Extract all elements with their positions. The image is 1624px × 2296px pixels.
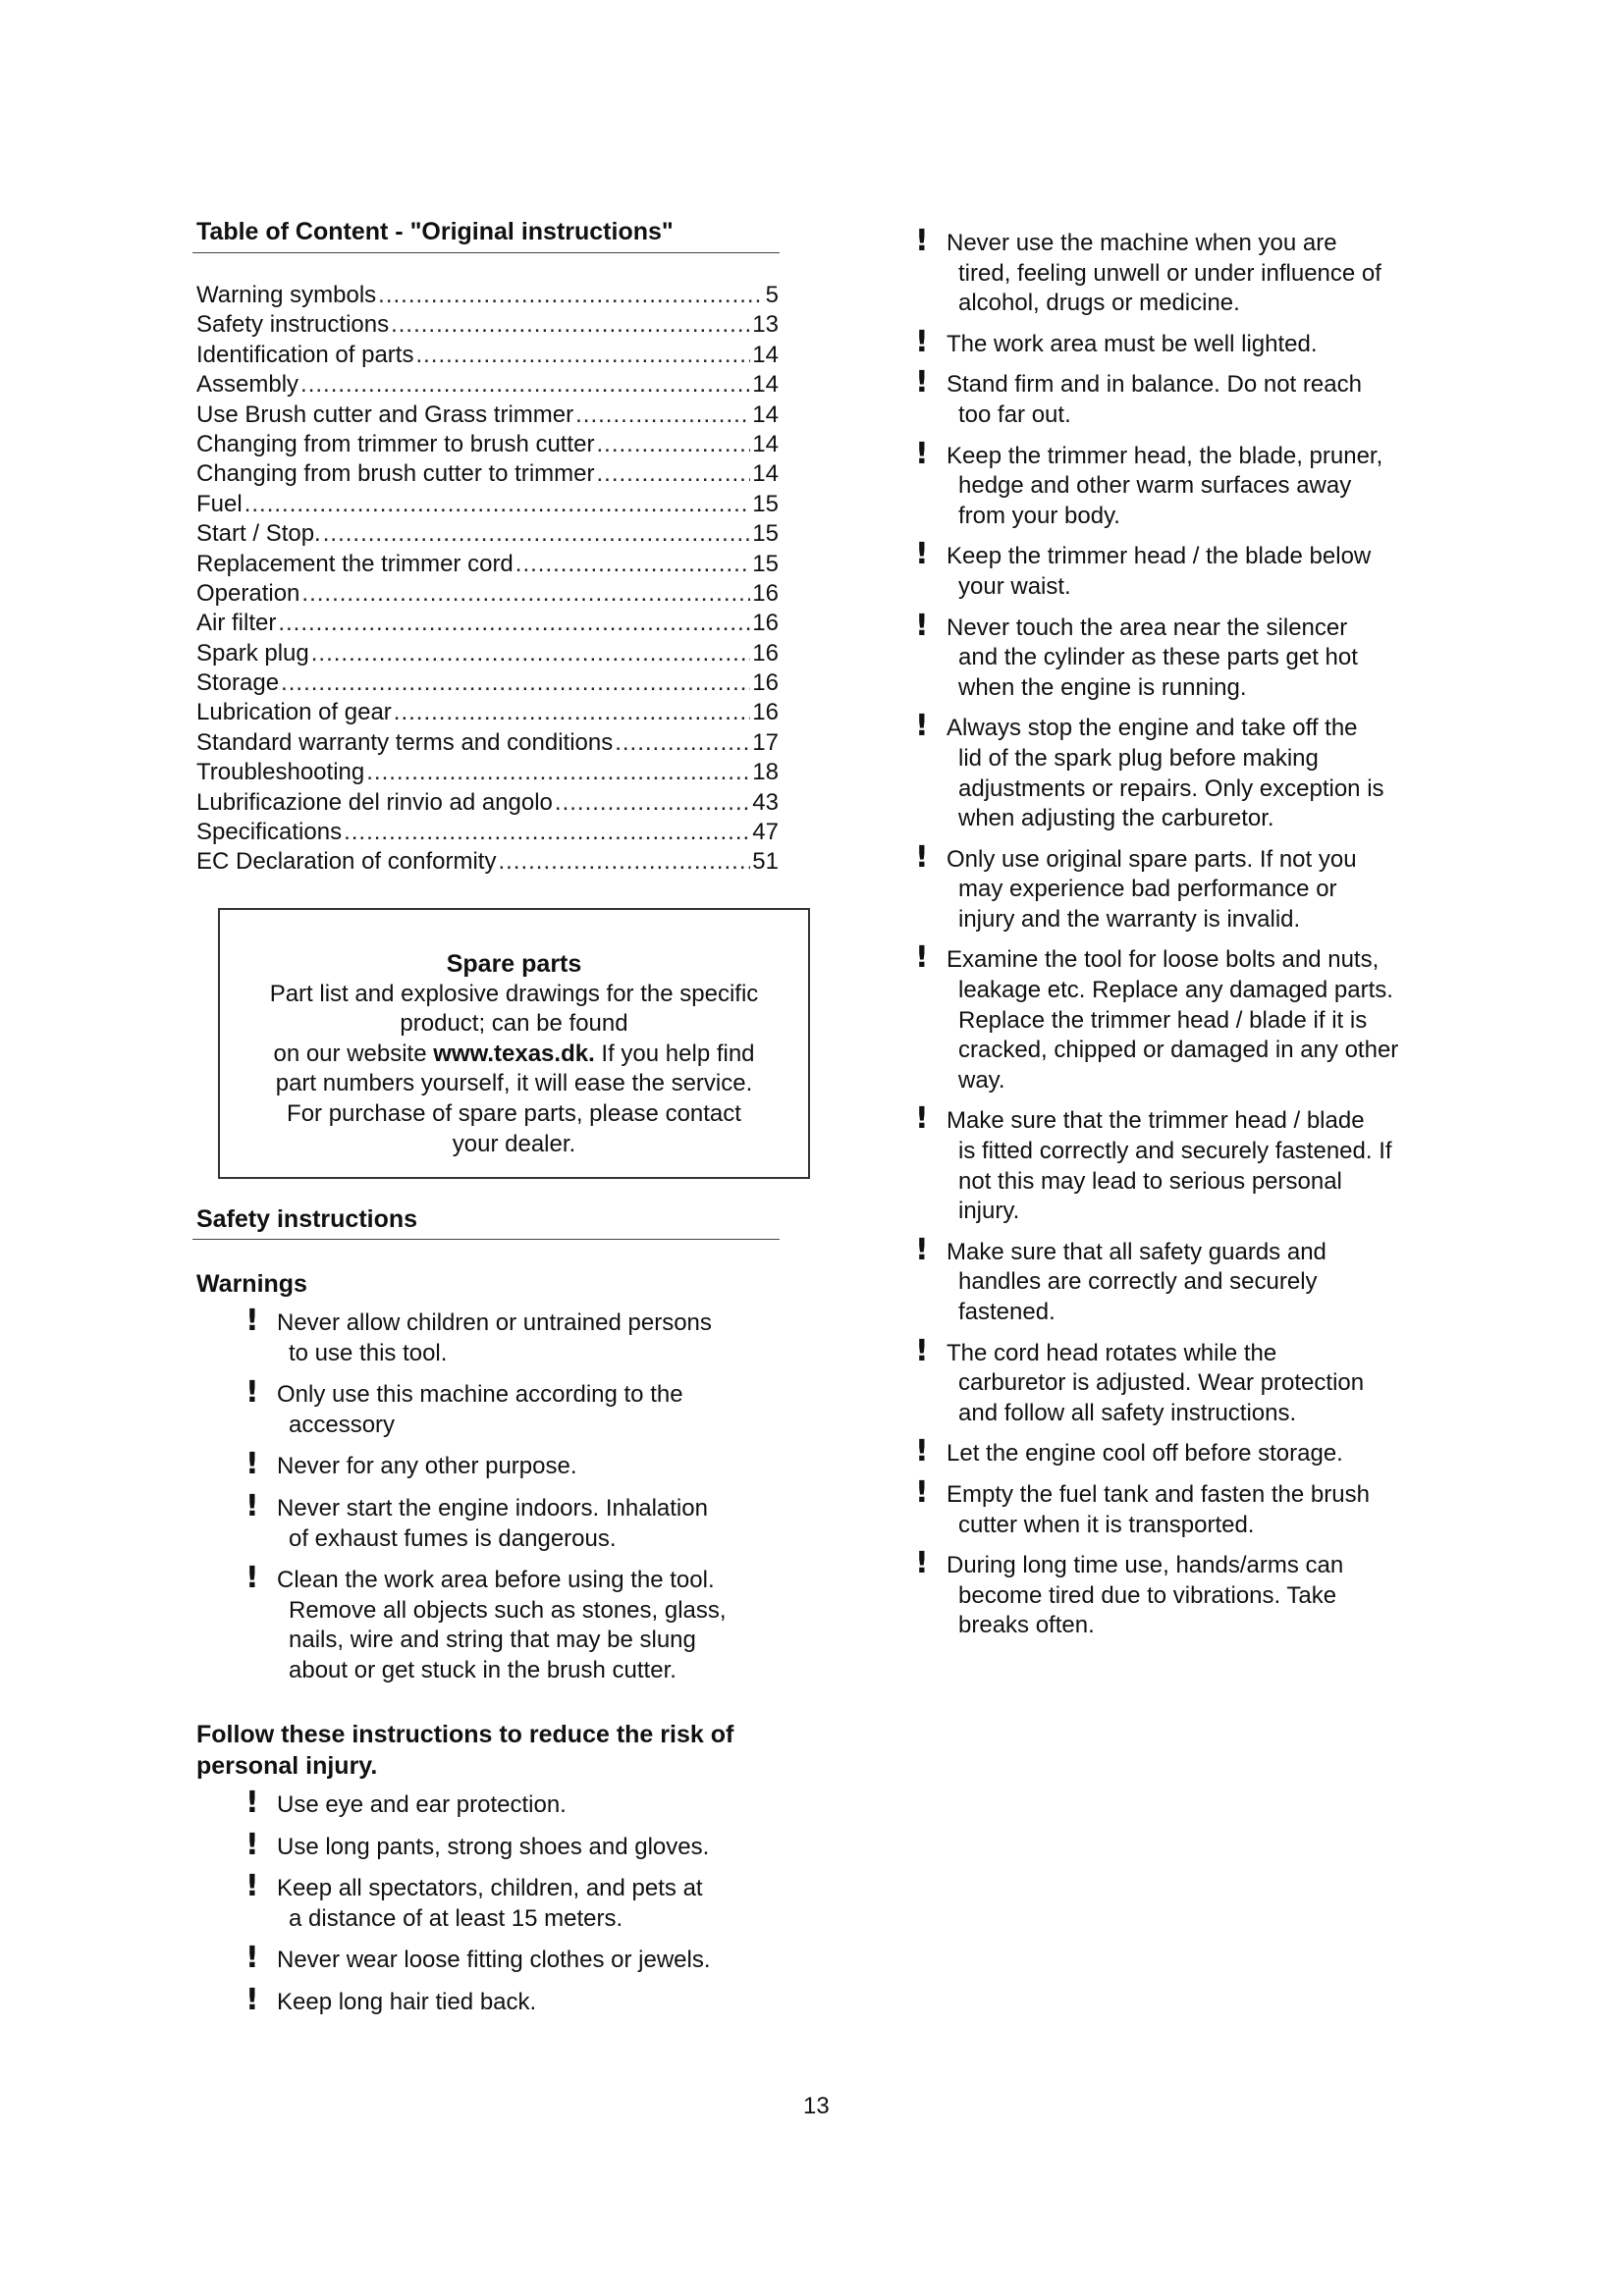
toc-leader-dots (391, 310, 750, 340)
warning-text-line: Let the engine cool off before storage. (947, 1440, 1343, 1468)
exclamation-icon: ! (245, 1941, 259, 1976)
spare-parts-text: on our website (273, 1040, 434, 1067)
warning-text (915, 442, 1445, 532)
warning-text-line: cutter when it is transported. (958, 1511, 1255, 1538)
warning-text-line: tired, feeling unwell or under influence of (958, 259, 1381, 287)
toc-entry (196, 758, 779, 787)
warning-text-line: and follow all safety instructions. (958, 1399, 1297, 1426)
toc-leader-dots (278, 609, 750, 638)
exclamation-icon: ! (915, 709, 929, 744)
warning-text-line: your waist. (958, 572, 1071, 600)
warning-text (915, 370, 1445, 430)
warning-text-line: Only use this machine according to the (277, 1381, 683, 1409)
warning-text-line: become tired due to vibrations. Take (958, 1581, 1337, 1609)
warning-text-line: Clean the work area before using the tool. (277, 1567, 715, 1594)
toc-entry-label: Troubleshooting (196, 759, 365, 786)
warning-text-line: and the cylinder as these parts get hot (958, 644, 1358, 671)
warning-text (915, 1106, 1445, 1226)
toc-entry-label: Storage (196, 669, 280, 697)
warning-text-line: injury. (958, 1198, 1020, 1225)
toc-leader-dots (555, 788, 750, 818)
warning-item (915, 940, 1445, 1095)
warning-item (915, 608, 1445, 704)
toc-entry-page: 14 (752, 430, 779, 457)
toc-entry-label: Air filter (196, 610, 277, 637)
warning-text-line: leakage etc. Replace any damaged parts. (958, 977, 1393, 1004)
toc-entry (196, 788, 779, 818)
toc-entry (196, 639, 779, 668)
warning-item (245, 1447, 795, 1482)
spare-parts-box (218, 908, 810, 1179)
exclamation-icon: ! (245, 1488, 259, 1523)
spare-parts-line: Part list and explosive drawings for the specific (269, 980, 759, 1007)
toc-leader-dots (615, 728, 750, 758)
warning-text (915, 614, 1445, 704)
toc-entry-page: 14 (752, 460, 779, 488)
toc-entry-label: Warning symbols (196, 282, 377, 308)
toc-entry-page: 43 (752, 788, 779, 816)
warning-text (245, 1452, 795, 1482)
warning-text-line: Only use original spare parts. If not you (947, 845, 1357, 873)
spare-parts-heading: Spare parts (446, 950, 582, 978)
warning-text (915, 1439, 1445, 1469)
warning-text-line: Examine the tool for loose bolts and nuts, (947, 946, 1380, 974)
warning-text-line: Make sure that the trimmer head / blade (947, 1107, 1365, 1135)
warning-text-line: Replace the trimmer head / blade if it is (958, 1006, 1368, 1034)
toc-entry (196, 490, 779, 519)
warning-text (245, 1566, 795, 1685)
toc-entry-page: 5 (765, 282, 779, 308)
toc-entry-label: Assembly (196, 371, 299, 399)
toc-entry-page: 14 (752, 400, 779, 428)
warning-text (915, 1551, 1445, 1641)
page-number: 13 (803, 2093, 830, 2119)
toc-entry-page: 14 (752, 371, 779, 399)
toc-entry (196, 310, 779, 340)
toc-entry (196, 579, 779, 609)
toc-entry-label: Changing from trimmer to brush cutter (196, 430, 595, 457)
right-warnings-list (915, 224, 1445, 1652)
warning-item (915, 1333, 1445, 1429)
toc-entry-page: 18 (752, 759, 779, 786)
toc-entry-page: 15 (752, 490, 779, 517)
warning-text-line: cracked, chipped or damaged in any other (958, 1037, 1399, 1064)
warning-text-line: hedge and other warm surfaces away (958, 472, 1352, 500)
warning-text-line: too far out. (958, 400, 1071, 428)
warning-item (245, 1561, 795, 1685)
toc-entry (196, 281, 779, 310)
spare-parts-line: your dealer. (452, 1130, 576, 1157)
warning-text-line: carburetor is adjusted. Wear protection (958, 1369, 1365, 1397)
exclamation-icon: ! (245, 1375, 259, 1411)
warning-text-line: breaks often. (958, 1612, 1095, 1639)
exclamation-icon: ! (915, 436, 929, 471)
warning-text (245, 1308, 795, 1368)
warning-text-line: Use eye and ear protection. (277, 1791, 567, 1818)
toc-entry-label: Spark plug (196, 639, 309, 667)
exclamation-icon: ! (245, 1827, 259, 1862)
toc-entry-label: Start / Stop. (196, 520, 321, 548)
toc-entry-label: Replacement the trimmer cord (196, 550, 514, 577)
exclamation-icon: ! (915, 1434, 929, 1469)
spare-parts-line: For purchase of spare parts, please contact (287, 1099, 741, 1127)
exclamation-icon: ! (915, 1474, 929, 1510)
warning-text (915, 1480, 1445, 1540)
warning-item (915, 1474, 1445, 1540)
toc-leader-dots (378, 281, 763, 310)
warning-text (915, 542, 1445, 602)
toc-entry-label: Use Brush cutter and Grass trimmer (196, 400, 574, 428)
follow-list (245, 1786, 795, 2030)
warning-text-line: injury and the warranty is invalid. (958, 905, 1301, 933)
toc-entry-label: Standard warranty terms and conditions (196, 728, 614, 756)
exclamation-icon: ! (915, 839, 929, 875)
warning-text-line: Keep long hair tied back. (277, 1988, 537, 2015)
toc-leader-dots (394, 698, 751, 727)
exclamation-icon: ! (245, 1561, 259, 1596)
warning-text-line: The work area must be well lighted. (947, 330, 1318, 357)
warning-text-line: about or get stuck in the brush cutter. (289, 1656, 677, 1683)
toc-entry-label: EC Declaration of conformity (196, 848, 497, 876)
exclamation-icon: ! (915, 224, 929, 258)
toc-entry-page: 16 (752, 699, 779, 726)
toc-entry (196, 668, 779, 698)
toc-entry (196, 550, 779, 579)
warning-item (915, 709, 1445, 833)
warning-text-line: alcohol, drugs or medicine. (958, 290, 1240, 317)
warning-item (915, 436, 1445, 532)
toc-entry-label: Changing from brush cutter to trimmer (196, 460, 595, 488)
exclamation-icon: ! (245, 1869, 259, 1904)
warning-text (245, 1833, 795, 1863)
warning-text (915, 330, 1445, 360)
warning-item (915, 365, 1445, 430)
warning-item (915, 324, 1445, 360)
warning-text-line: Stand firm and in balance. Do not reach (947, 371, 1362, 399)
toc-leader-dots (300, 370, 750, 400)
toc-title: Table of Content - "Original instructions" (196, 218, 674, 245)
warning-text-line: Remove all objects such as stones, glass, (289, 1596, 727, 1624)
warning-text-line: when the engine is running. (958, 673, 1247, 701)
warning-text (245, 1946, 795, 1976)
warning-text-line: fastened. (958, 1299, 1056, 1325)
warning-item (245, 1982, 795, 2018)
exclamation-icon: ! (915, 537, 929, 572)
table-of-contents (196, 281, 779, 878)
exclamation-icon: ! (915, 324, 929, 359)
exclamation-icon: ! (915, 608, 929, 643)
toc-leader-dots (596, 430, 750, 459)
warning-text-line: may experience bad performance or (958, 876, 1337, 903)
warning-text-line: Keep the trimmer head / the blade below (947, 543, 1372, 570)
warning-text (915, 229, 1445, 319)
toc-entry (196, 698, 779, 727)
toc-entry (196, 609, 779, 638)
warning-text-line: Never for any other purpose. (277, 1453, 577, 1480)
exclamation-icon: ! (915, 940, 929, 976)
safety-instructions-title: Safety instructions (196, 1205, 418, 1233)
exclamation-icon: ! (915, 1101, 929, 1137)
warning-text-line: Empty the fuel tank and fasten the brush (947, 1480, 1370, 1508)
toc-entry (196, 341, 779, 370)
toc-leader-dots (344, 818, 750, 847)
warning-text (915, 714, 1445, 833)
warning-text-line: Never wear loose fitting clothes or jewels. (277, 1947, 711, 1974)
warning-text-line: a distance of at least 15 meters. (289, 1904, 623, 1932)
spare-parts-text: If you help find (594, 1040, 755, 1067)
toc-leader-dots (498, 847, 750, 877)
warning-text-line: to use this tool. (289, 1339, 448, 1366)
warnings-heading: Warnings (196, 1270, 307, 1298)
warning-text-line: Use long pants, strong shoes and gloves. (277, 1833, 710, 1860)
toc-entry-page: 17 (752, 728, 779, 756)
toc-entry-page: 16 (752, 639, 779, 667)
warning-text-line: when adjusting the carburetor. (958, 805, 1274, 832)
spare-parts-line (220, 1040, 808, 1070)
warning-item (245, 1941, 795, 1976)
warning-item (245, 1375, 795, 1440)
toc-leader-dots (415, 341, 750, 370)
warning-text-line: Never start the engine indoors. Inhalation (277, 1494, 708, 1522)
warning-item (915, 1546, 1445, 1641)
warning-text-line: from your body. (958, 502, 1120, 529)
toc-entry-label: Identification of parts (196, 341, 414, 368)
website-link[interactable]: www.texas.dk. (433, 1040, 595, 1067)
toc-entry-page: 16 (752, 579, 779, 607)
toc-leader-dots (596, 459, 750, 489)
warning-item (915, 1232, 1445, 1328)
warning-text-line: nails, wire and string that may be slung (289, 1627, 696, 1654)
warning-item (245, 1488, 795, 1554)
warning-text-line: Never use the machine when you are (947, 230, 1337, 256)
toc-entry (196, 430, 779, 459)
warning-item (915, 1434, 1445, 1469)
toc-entry-page: 51 (752, 848, 779, 876)
exclamation-icon: ! (915, 1232, 929, 1267)
toc-entry (196, 728, 779, 758)
spare-parts-line: part numbers yourself, it will ease the service. (275, 1070, 753, 1097)
warning-text-line: of exhaust fumes is dangerous. (289, 1524, 617, 1552)
warning-item (245, 1786, 795, 1821)
warning-text-line: accessory (289, 1411, 396, 1438)
warning-text (245, 1790, 795, 1821)
toc-entry-label: Lubrificazione del rinvio ad angolo (196, 788, 553, 816)
warning-text-line: lid of the spark plug before making (958, 744, 1319, 772)
exclamation-icon: ! (245, 1786, 259, 1820)
warning-item (245, 1304, 795, 1368)
toc-entry (196, 847, 779, 877)
warning-text-line: not this may lead to serious personal (958, 1167, 1342, 1195)
warning-text (245, 1874, 795, 1934)
exclamation-icon: ! (245, 1982, 259, 2017)
warning-text-line: During long time use, hands/arms can (947, 1552, 1344, 1579)
toc-entry-label: Operation (196, 579, 300, 607)
toc-entry (196, 459, 779, 489)
warning-text-line: is fitted correctly and securely fastened. If (958, 1138, 1392, 1165)
warning-text-line: Keep all spectators, children, and pets at (277, 1875, 703, 1902)
warning-text-line: adjustments or repairs. Only exception is (958, 774, 1384, 802)
warning-item (915, 537, 1445, 602)
toc-entry-page: 13 (752, 311, 779, 339)
warning-text (245, 1988, 795, 2018)
warning-text-line: Always stop the engine and take off the (947, 715, 1358, 742)
warning-text-line: Keep the trimmer head, the blade, pruner, (947, 442, 1383, 469)
warning-text (245, 1494, 795, 1554)
follow-heading-line: personal injury. (196, 1752, 378, 1780)
follow-heading (196, 1719, 733, 1782)
warnings-list (245, 1304, 795, 1698)
warning-text-line: Make sure that all safety guards and (947, 1238, 1326, 1265)
toc-entry (196, 370, 779, 400)
toc-entry (196, 519, 779, 549)
exclamation-icon: ! (245, 1304, 259, 1338)
toc-entry-page: 14 (752, 341, 779, 368)
spare-parts-line: product; can be found (400, 1010, 628, 1038)
warning-text (915, 1238, 1445, 1328)
warning-text-line: handles are correctly and securely (958, 1268, 1318, 1296)
warning-text (915, 945, 1445, 1095)
toc-leader-dots (311, 639, 751, 668)
warning-text (245, 1380, 795, 1440)
toc-entry-page: 15 (752, 520, 779, 548)
follow-heading-line: Follow these instructions to reduce the risk of (196, 1721, 734, 1748)
toc-entry-label: Safety instructions (196, 311, 390, 339)
toc-entry (196, 400, 779, 430)
warning-item (915, 224, 1445, 319)
toc-entry-page: 16 (752, 669, 779, 697)
toc-entry-page: 16 (752, 610, 779, 637)
toc-leader-dots (301, 579, 750, 609)
warning-text-line: way. (958, 1066, 1005, 1094)
toc-entry-label: Lubrication of gear (196, 699, 392, 726)
toc-leader-dots (323, 519, 751, 549)
exclamation-icon: ! (915, 1333, 929, 1368)
warning-text (915, 845, 1445, 935)
warning-text-line: Never allow children or untrained persons (277, 1309, 712, 1336)
toc-leader-dots (515, 550, 751, 579)
warning-item (915, 839, 1445, 935)
toc-leader-dots (281, 668, 750, 698)
safety-title-rule (192, 1239, 780, 1240)
warning-item (245, 1869, 795, 1934)
warning-text (915, 1339, 1445, 1429)
toc-title-rule (192, 252, 780, 253)
warning-text-line: The cord head rotates while the (947, 1339, 1277, 1366)
exclamation-icon: ! (915, 365, 929, 400)
toc-leader-dots (366, 758, 750, 787)
warning-item (915, 1101, 1445, 1226)
exclamation-icon: ! (915, 1546, 929, 1581)
toc-entry-label: Fuel (196, 490, 243, 517)
toc-entry (196, 818, 779, 847)
toc-entry-label: Specifications (196, 819, 343, 846)
toc-entry-page: 15 (752, 550, 779, 577)
exclamation-icon: ! (245, 1447, 259, 1482)
warning-text-line: Never touch the area near the silencer (947, 614, 1348, 641)
warning-item (245, 1827, 795, 1863)
toc-leader-dots (575, 400, 750, 430)
toc-leader-dots (244, 490, 751, 519)
toc-entry-page: 47 (752, 819, 779, 846)
